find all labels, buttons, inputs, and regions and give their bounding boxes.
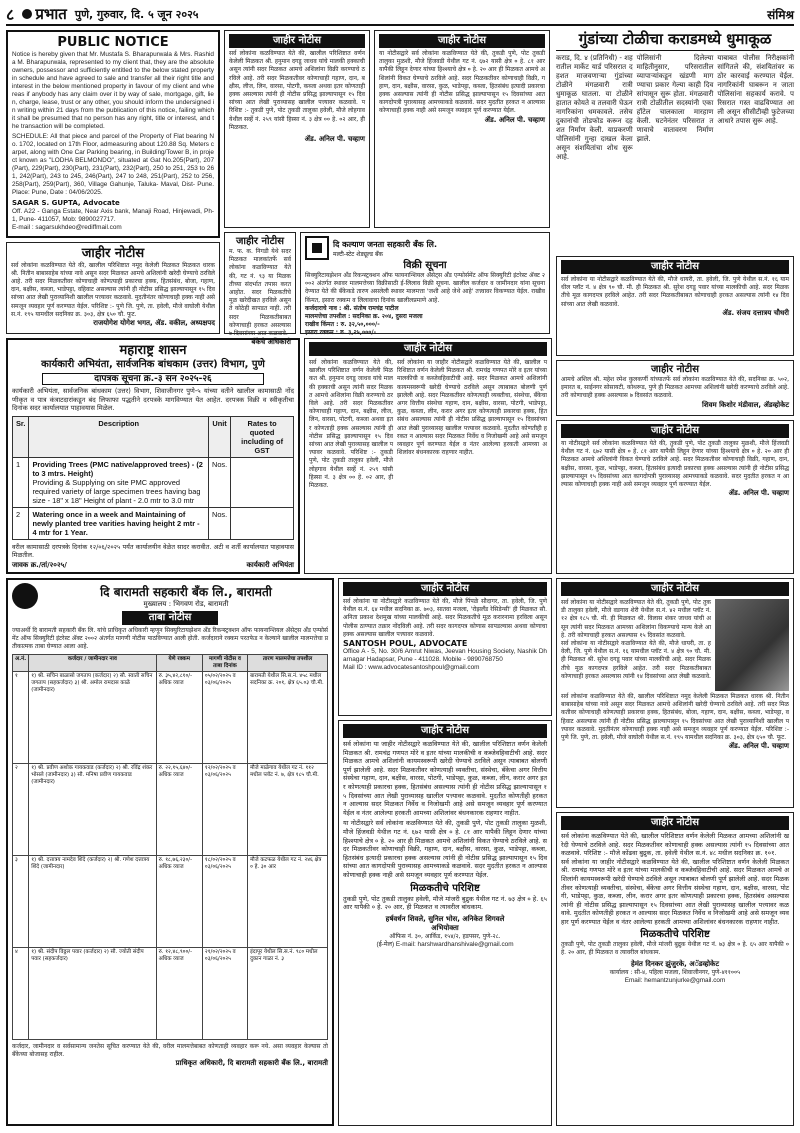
article-col-3: याबाबत पोलीस निरीक्षकांनी सांगितले की, संशयितांवर कठोर कारवाई करण्यात येईल. नागरिकांनी घाबरून न जाता पोलिसांना सहकार्य करावे. परिसरात गस्त वाढविण्यात आली असून सीसीटीव्ही फुटेजच्या आधारे तपास सुरू आहे. xyxy=(717,54,795,125)
cell: १ xyxy=(13,671,29,763)
cell: रु. २२,१५,६४०/- अधिक व्याज xyxy=(156,763,202,855)
notice-body: आमचे अशिल श्री. महेश रमेश कुलकर्णी यांच्यातर्फे सर्व लोकांना कळविण्यात येते की, सदनिका क्र. ५०२, इमारत ब, साईनगर सोसायटी, कोथरूड, पुणे ही मिळकत आमच्या अशिलांनी खरेदी करण्याचे ठरविले आहे. तरी कोणाचाही हक्क असल्यास ७ दिवसांत कळवावे. xyxy=(561,376,789,400)
notice-body: सर्व लोकांना या नोटीसद्वारे कळविण्यात येते की, तुकडी पुणे, पोट तुकडी तालुका हवेली, मौजे वडगाव शेरी येथील स.नं. ४२ मधील प्लॉट नं. १२ क्षेत्र १८५ चौ. मी. ही मिळकत श्री. विलास शंकर जाधव यांची असून त्यांनी सदर मिळकत आमच्या अशिलांना विकण्याचे मान्य केले आहे. तरी कोणाचाही हरकत असल्यास १५ दिवसांत कळवावे. xyxy=(561,599,711,639)
cell: बारामती येथील सि.स.नं. ४५८ मधील सदनिका क्र. २०१, क्षेत्र ६५.०३ चौ.मी. xyxy=(248,671,328,763)
bank-name: दि बारामती सहकारी बँक लि., बारामती xyxy=(100,585,272,599)
notice-left-2 xyxy=(6,242,220,334)
government-tender xyxy=(6,338,300,574)
cell: रु. १२,४८,९००/- अधिक व्याज xyxy=(156,947,202,1039)
cell: ३ xyxy=(13,855,29,947)
notice-email: Email: hemantzunjurke@gmail.com xyxy=(624,977,726,985)
cell-rate xyxy=(231,507,294,539)
cell: मौजे कटफळ येथील गट नं. २४६ क्षेत्र ० हे. ३० आर xyxy=(248,855,328,947)
bank-logo-icon xyxy=(305,236,329,260)
notice-middle-photo xyxy=(304,338,552,574)
col-header: Unit xyxy=(208,416,230,457)
notice-body: या नोटीसद्वारे सर्व लोकांना कळविण्यात येते की, तुकडी पुणे, पोट तुकडी तालुका मुळशी, मौजे हिंजवडी येथील गट नं. ६७२ यासी क्षेत्र ० हे. ८१ आर यापैकी लिहून देणार यांच्या हिश्श्याचे क्षेत्र ० हे. २० आर ही मिळकत आमचे अशिलांनी विकत घेण्याचे ठरविले आहे. सदर मिळकतीवर कोणाचाही विक्री, गहाण, दान, बक्षीस, वारसा, कुळ, भाडेपट्टा, कब्जा, हितसंबंध इत्यादी प्रकारचा हक्क असल्यास त्यांनी ही नोटीस प्रसिद्ध झाल्यापासून १५ दिवसांच्या आत कागदोपत्री पुराव्यासह आमच्याकडे कळवावे. सदर मुदतीत हरकत न आल्यास कोणाचाही हक्क नाही असे समजून व्यवहार पूर्ण करण्यात येईल. xyxy=(379,50,545,115)
notice-heading: जाहीर नोटीस xyxy=(81,246,145,261)
notice-body-2: सर्व लोकांना या जाहीर नोटीसद्वारे कळविण्यात येते की, खालील परिशिष्टात वर्णन केलेली मिळकत श्री. रामचंद्र गणपत मोरे व इतर यांच्या मालकीची व कब्जेवहिवाटीची आहे. सदर मिळकत आमचे अशिलांनी कायमस्वरूपी खरेदी घेण्याचे ठरविले असून त्याबाबत बोलणी पूर्ण झालेली आहे. सदर मिळकतीवर कोणत्याही व्यक्तीचा, संस्थेचा, बँकेचा अगर वित्तीय संस्थेचा गहाण, दान, बक्षीस, वारसा, पोटगी, भाडेपट्टा, कुळ, कब्जा, लीन, करार अगर इतर कोणत्याही प्रकारचा हक्क, हितसंबंध असल्यास त्यांनी ही नोटीस प्रसिद्ध झाल्यापासून १५ दिवसांच्या आत लेखी पुराव्यासह खालील पत्त्यावर कळवावे. मुदतीत कोणतीही हरकत न आल्यास सदर मिळकत निर्वेध व निजोखमी आहे असे समजून व्यवहार पूर्ण करण्यात येईल व नंतर आलेल्या हरकती आमच्या अशिलांवर बंधनकारक राहणार नाहीत. xyxy=(561,857,789,926)
dateline: पुणे, गुरुवार, दि. ५ जून २०२५ xyxy=(74,7,199,21)
public-notice-body-2: SCHEDULE: All that piece and parcel of the Property of Flat bearing No. 1702, located on 17th Floor, admeasuring about 120.88 Sq. Meters carpet, along with One Car Parking bearing, in Building/Tower B, in project known as "LODHA BELMONDO", situated at Gat No.205(Part), 207(Part), 229(Part), 230(Part), 231(Part), 232(Part), 250 to 251, 253 to 261, 242(Part), 243 to 245, 246(Part), 247 to 248, 251(Part), 252 to 256, 258(Part), 259(Part), 360, Village Gahunje, Taluka- Maval, Dist- Pune. Place: Pune, Date : 04/06/2025. xyxy=(12,132,214,196)
public-notice-body-1: Notice is hereby given that Mr. Mustafa S. Bharapurwala & Mrs. Rashida M. Bharapurwala, represented to my client that, they are the absolute owners, possessor and sufficiently entitled to the below stated property in schedule and have agreed to sale and transfer all their right title and interest in the below mentioned property in favour of my client and whereas if anybody has any claim over it by way of sale, mortgage, gift, lien, charge, lease, trust or any other, you should inform the undersigned in writing within 21 days from the publication of this notice, failing which it shall be presumed that no person has any right, title or interest, and the transaction will be completed. xyxy=(12,50,214,130)
cell-unit: Nos. xyxy=(208,457,230,507)
person-photo xyxy=(715,599,789,691)
page-number: ८ xyxy=(6,5,15,24)
cell-sr: 2 xyxy=(13,507,29,539)
notice-body: सर्व लोकांना कळविण्यात येते की, खालील परिशिष्टात वर्णन केलेली मिळकत श्री. हनुमान दगडू जाधव यांचे मालकी हक्काची असून त्यांनी सदर मिळकत आमचे अशिलांना विक्री करण्याचे ठरविले आहे. तरी सदर मिळकतीवर कोणाचाही गहाण, दान, बक्षीस, लीज, लिन, वारसा, पोटगी, कब्जा अथवा इतर कोणताही हक्क असल्यास त्यांनी ही नोटीस प्रसिद्ध झाल्यापासून १५ दिवसांच्या आत लेखी पुराव्यासह खालील पत्त्यावर कळवावे. परिशिष्ट :- तुकडी पुणे, पोट तुकडी तालुका हवेली, मौजे लोहगाव येथील सर्व्हे नं. २५९ यांसी हिस्सा नं. ३ क्षेत्र ०० हे. ०२ आर, ही मिळकत. xyxy=(229,50,365,131)
public-notice-heading: PUBLIC NOTICE xyxy=(57,35,169,50)
notice-signer: राजयोगेश योगेश भगत, ॲड. वकील, अध्यक्षपद xyxy=(93,319,215,328)
tender-heading: महाराष्ट्र शासन xyxy=(119,343,187,358)
notice-signer: हेमंत दिनकर झुंजुरके, अॅडव्होकेट xyxy=(631,959,719,968)
col-header: अ.नं. xyxy=(13,654,29,671)
masthead xyxy=(6,4,794,26)
table-row xyxy=(13,457,294,507)
brand-logo-icon xyxy=(22,9,32,19)
sale-notice-heading: विक्री सूचना xyxy=(403,260,447,271)
notice-heading: जाहीर नोटीस xyxy=(343,582,547,596)
cell: रु. ३५,४२,८१०/- अधिक व्याज xyxy=(156,671,202,763)
article-col-2: पोलिसांनी दिलेल्या माहितीनुसार, परिसरातील व्यापाऱ्यांकडून खंडणी मागण्याचा प्रकार गेल्या काही दिवसांपासून सुरू होता. मंगळवारी रात्री टोळीतील सदस्यांनी एका हॉटेल चालकाला मारहाण केली. घटनेनंतर परिसरात तणावाचे वातावरण निर्माण झाले. xyxy=(636,54,714,143)
table-row xyxy=(13,671,328,763)
table-row xyxy=(13,763,328,855)
notice-center-top-2 xyxy=(374,30,550,228)
notice-body: सर्व लोकांना या नोटीसद्वारे कळविण्यात येते की, मौजे धायरी, ता. हवेली, जि. पुणे येथील स.नं. १६ यामधील प्लॉट नं. ४ क्षेत्र ९० चौ. मी. ही मिळकत श्री. सुरेश दगडू पवार यांच्या मालकीची आहे. सदर मिळकतीचे मूळ कागदपत्र हरविले आहेत. तरी सदर मिळकतीबाबत कोणाचाही हरकत असल्यास त्यांनी १४ दिवसांच्या आत लेखी कळवावे. xyxy=(561,276,789,308)
cell-rate xyxy=(231,457,294,507)
notice-body: सर्व लोकांना कळविण्यात येते की, खालील परिशिष्टात नमूद केलेली मिळकत मिळकत धारक श्री. नितीन बाबासाहेब यांच्या नावे असून सदर मिळकत आमचे अशिलांनी खरेदी घेण्याचे ठरविले आहे. तरी सदर मिळकतीवर कोणाचाही कोणत्याही प्रकारचा हक्क, हितसंबंध, बोजा, गहाण, दान, बक्षीस, कब्जा, भाडेपट्टा, वहिवाट असल्यास त्यांनी ही नोटीस प्रसिद्ध झाल्यापासून १५ दिवसांच्या आत लेखी पुराव्यानिशी खालील पत्त्यावर कळवावे. मुदतीनंतर कोणाचाही हक्क नाही असे समजून व्यवहार पूर्ण करण्यात येईल. परिशिष्ट :- पुणे जि. पुणे, ता. हवेली, मौजे वाघोली येथील स.नं. १९५ यामधील सदनिका क्र. ३०३, क्षेत्र ६५० चौ. फूट. xyxy=(11,261,215,318)
bank-name: दि कल्याण जनता सहकारी बँक लि. xyxy=(333,239,438,249)
notice-body: म. फ. क. निगडी येथे सदर मिळकत मालकांतर्फे सर्व लोकांना कळविण्यात येते की, गट नं. ९३ या मिळकतीच्या संदर्भात तपास करत आहोत. सदर मिळकतीचे मूळ खरेदीखत हरविले असून ते कोठेही सापडत नाही. तरी सदर मिळकतीबाबत कोणाचाही हरकत असल्यास ७ दिवसांच्या आत कळवावे. xyxy=(229,248,291,338)
item-detail: Providing & Supplying on site PMC approved required variety of large specimen trees having bag size - 18" x 18" Height of plant - 2.0 mtr to 3.0 mtr xyxy=(32,477,201,505)
cell: १) श्री. सचिन बाळासो जगताप (कर्जदार) २) सौ. स्वाती सचिन जगताप (सहकर्जदार) ३) श्री. अमोल रामदास काळे (जामीनदार) xyxy=(29,671,156,763)
schedule-body: तुकडी पुणे, पोट तुकडी तालुका हवेली, मौजे मांजरी बुद्रुक येथील गट नं. ७३ क्षेत्र ० हे. ६५ आर यापैकी ० हे. २० आर, ही मिळकत व त्यावरील बांधकाम. xyxy=(561,940,789,956)
item-title: Providing Trees (PMC native/approved trees) - (2 to 3 mtrs. Height) xyxy=(32,459,203,478)
col-header: तारण मालमत्तेचा तपशील xyxy=(248,654,328,671)
notice-body: सर्व लोकांना कळविण्यात येते की, खालील परिशिष्टात वर्णन केलेली मिळकत आमच्या अशिलांनी खरेदी घेण्याचे ठरविले आहे. सदर मिळकतीवर कोणाचाही हक्क असल्यास त्यांनी १५ दिवसांच्या आत कळवावे. परिशिष्ट :- मौजे कोंढवा बुद्रुक, ता. हवेली येथील स.नं. ४८ मधील सदनिका क्र. १०१. xyxy=(561,832,789,858)
col-header: येणे रक्कम xyxy=(156,654,202,671)
bank-logo-icon xyxy=(12,583,38,609)
notice-right-big xyxy=(556,420,794,574)
notice-body: या नोटीसद्वारे सर्व लोकांना कळविण्यात येते की, तुकडी पुणे, पोट तुकडी तालुका मुळशी, मौजे हिंजवडी येथील गट नं. ६७२ यासी क्षेत्र ० हे. ८१ आर यापैकी लिहून देणार यांच्या हिश्श्याचे क्षेत्र ० हे. २० आर ही मिळकत आमचे अशिलांनी विकत घेण्याचे ठरविले आहे. सदर मिळकतीवर कोणाचाही विक्री, गहाण, दान, बक्षीस, वारसा, कुळ, भाडेपट्टा, कब्जा, हितसंबंध इत्यादी प्रकारचा हक्क असल्यास त्यांनी ही नोटीस प्रसिद्ध झाल्यापासून १५ दिवसांच्या आत कागदोपत्री पुराव्यासह आमच्याकडे कळवावे. सदर मुदतीत हरकत न आल्यास कोणाचाही हक्क नाही असे समजून व्यवहार पूर्ण करण्यात येईल. xyxy=(561,440,789,489)
notice-signer: ॲड. अनिल पी. चव्हाण xyxy=(728,489,789,498)
col-header: कर्जदार / जामीनदार नाव xyxy=(29,654,156,671)
notice-signer-role: अभियोक्ता xyxy=(431,923,459,932)
tender-intro: कार्यकारी अभियंता, सार्वजनिक बांधकाम (उत्तर) विभाग, शिवाजीनगर पुणे-५ यांच्या वतीने खालील कामासाठी नोंदणीकृत व पात्र कंत्राटदारांकडून बंद लिफाफा पद्धतीने दरपत्रके मागविण्यात येत आहेत. दरपत्रक विक्री व स्वीकृतीचा दिनांक सदर कार्यालयात पाहावयास मिळेल. xyxy=(12,387,294,413)
table-row xyxy=(13,855,328,947)
notice-center-1 xyxy=(224,30,370,228)
col-header: Description xyxy=(29,416,209,457)
notice-heading: जाहीर नोटीस xyxy=(379,34,545,48)
cell: २१/०२/२०२५ व ०३/०६/२०२५ xyxy=(202,947,247,1039)
schedule-title: मिळकतीचे परिशिष्ट xyxy=(410,882,480,894)
notice-signer: बँकेचे अधिकारी xyxy=(251,338,291,347)
tender-footer: वरील कामासाठी दरपत्रके दिनांक १२/०६/२०२५ पर्यंत कार्यालयीन वेळेत सादर करावीत. अटी व शर्ती कार्यालयात पाहावयास मिळतील. xyxy=(12,542,294,559)
cell: ४ xyxy=(13,947,29,1039)
notice-body-extra: सर्व लोकांना कळविण्यात येते की, खालील परिशिष्टात नमूद केलेली मिळकत मिळकत धारक श्री. नितीन बाबासाहेब यांच्या नावे असून सदर मिळकत आमचे अशिलांनी खरेदी घेण्याचे ठरविले आहे. तरी सदर मिळकतीवर कोणाचाही कोणत्याही प्रकारचा हक्क, हितसंबंध, बोजा, गहाण, दान, बक्षीस, कब्जा, भाडेपट्टा, वहिवाट असल्यास त्यांनी ही नोटीस प्रसिद्ध झाल्यापासून १५ दिवसांच्या आत लेखी पुराव्यानिशी खालील पत्त्यावर कळवावे. मुदतीनंतर कोणाचाही हक्क नाही असे समजून व्यवहार पूर्ण करण्यात येईल. परिशिष्ट :- पुणे जि. पुणे, ता. हवेली, मौजे वाघोली येथील स.नं. १९५ यामधील सदनिका क्र. ३०३, क्षेत्र ६५० चौ. फूट. xyxy=(561,693,789,742)
newspaper-brand xyxy=(22,4,67,24)
sale-row: राखीव किंमत : रु. ३२,५०,०००/- xyxy=(305,321,380,329)
schedule-body: तुकडी पुणे, पोट तुकडी तालुका हवेली, मौजे मांजरी बुद्रुक येथील गट नं. ७३ क्षेत्र ० हे. ६५ आर यापैकी ० हे. २० आर, ही मिळकत व त्यावरील बांधकाम. xyxy=(343,894,547,912)
col-header: मागणी नोटीस व ताबा दिनांक xyxy=(202,654,247,671)
notice-heading: जाहीर नोटीस xyxy=(235,236,284,247)
cell-sr: 1 xyxy=(13,457,29,507)
col-header: Rates to quoted including of GST xyxy=(231,416,294,457)
notice-body: सर्व लोकांना या जाहीर नोटीसद्वारे कळविण्यात येते की, खालील परिशिष्टात वर्णन केलेली मिळकत श्री. रामचंद्र गणपत मोरे व इतर यांच्या मालकीची व कब्जेवहिवाटीची आहे. सदर मिळकत आमचे अशिलांनी कायमस्वरूपी खरेदी घेण्याचे ठरविले असून त्याबाबत बोलणी पूर्ण झालेली आहे. सदर मिळकतीवर कोणत्याही व्यक्तीचा, संस्थेचा, बँकेचा अगर वित्तीय संस्थेचा गहाण, दान, बक्षीस, वारसा, पोटगी, भाडेपट्टा, कुळ, कब्जा, लीन, करार अगर इतर कोणत्याही प्रकारचा हक्क, हितसंबंध असल्यास त्यांनी ही नोटीस प्रसिद्ध झाल्यापासून १५ दिवसांच्या आत लेखी पुराव्यासह खालील पत्त्यावर कळवावे. मुदतीत कोणतीही हरकत न आल्यास सदर मिळकत निर्वेध व निजोखमी आहे असे समजून व्यवहार पूर्ण करण्यात येईल व नंतर आलेल्या हरकती आमच्या अशिलांवर बंधनकारक राहणार नाहीत. xyxy=(343,740,547,817)
notice-signer: ॲड. अनिल पी. चव्हाण xyxy=(484,115,545,124)
tender-table xyxy=(12,416,294,540)
notice-address: कार्यालय : सी-४, पहिला मजला, शिवाजीनगर, पुणे-४११००५ xyxy=(609,968,741,976)
bank-hq: मुख्यालय : भिगवण रोड, बारामती xyxy=(143,600,229,608)
cell: १२/०२/२०२५ व ०३/०६/२०२५ xyxy=(202,763,247,855)
notice-body: सर्व लोकांना कळविण्यात येते की, खालील परिशिष्टात वर्णन केलेली मिळकत श्री. हनुमान दगडू जाधव यांचे मालकी हक्काची असून त्यांनी सदर मिळकत आमचे अशिलांना विक्री करण्याचे ठरविले आहे. तरी सदर मिळकतीवर कोणाचाही गहाण, दान, बक्षीस, लीज, लिन, वारसा, पोटगी, कब्जा अथवा इतर कोणताही हक्क असल्यास त्यांनी ही नोटीस प्रसिद्ध झाल्यापासून १५ दिवसांच्या आत लेखी पुराव्यासह खालील पत्त्यावर कळवावे. परिशिष्ट :- तुकडी पुणे, पोट तुकडी तालुका हवेली, मौजे लोहगाव येथील सर्व्हे नं. २५९ यांसी हिस्सा नं. ३ क्षेत्र ०० हे. ०२ आर, ही मिळकत. xyxy=(309,359,393,490)
advocate-email: Mail ID : www.advocatesantoshpoul@gmail.com xyxy=(343,664,480,672)
schedule-title: मिळकतीचे परिशिष्ट xyxy=(640,928,710,940)
notice-body-repeat: या नोटीसद्वारे सर्व लोकांना कळविण्यात येते की, तुकडी पुणे, पोट तुकडी तालुका मुळशी, मौजे हिंजवडी येथील गट नं. ६७२ यासी क्षेत्र ० हे. ८१ आर यापैकी लिहून देणार यांच्या हिश्श्याचे क्षेत्र ० हे. २० आर ही मिळकत आमचे अशिलांनी विकत घेण्याचे ठरविले आहे. सदर मिळकतीवर कोणाचाही विक्री, गहाण, दान, बक्षीस, वारसा, कुळ, भाडेपट्टा, कब्जा, हितसंबंध इत्यादी प्रकारचा हक्क असल्यास त्यांनी ही नोटीस प्रसिद्ध झाल्यापासून १५ दिवसांच्या आत कागदोपत्री पुराव्यासह आमच्याकडे कळवावे. सदर मुदतीत हरकत न आल्यास कोणाचाही हक्क नाही असे समजून व्यवहार पूर्ण करण्यात येईल. xyxy=(343,819,547,879)
cell: १) श्री. दत्तात्रय नामदेव शिंदे (कर्जदार) २) श्री. गणेश दत्तात्रय शिंदे (जामीनदार) xyxy=(29,855,156,947)
notice-heading: जाहीर नोटीस xyxy=(561,816,789,830)
notice-body: सर्व लोकांना या जाहीर नोटीसद्वारे कळविण्यात येते की, खालील परिशिष्टात वर्णन केलेली मिळकत श्री. रामचंद्र गणपत मोरे व इतर यांच्या मालकीची व कब्जेवहिवाटीची आहे. सदर मिळकत आमचे अशिलांनी कायमस्वरूपी खरेदी घेण्याचे ठरविले असून त्याबाबत बोलणी पूर्ण झालेली आहे. सदर मिळकतीवर कोणत्याही व्यक्तीचा, संस्थेचा, बँकेचा अगर वित्तीय संस्थेचा गहाण, दान, बक्षीस, वारसा, पोटगी, भाडेपट्टा, कुळ, कब्जा, लीन, करार अगर इतर कोणत्याही प्रकारचा हक्क, हितसंबंध असल्यास त्यांनी ही नोटीस प्रसिद्ध झाल्यापासून १५ दिवसांच्या आत लेखी पुराव्यासह खालील पत्त्यावर कळवावे. मुदतीत कोणतीही हरकत न आल्यास सदर मिळकत निर्वेध व निजोखमी आहे असे समजून व्यवहार पूर्ण करण्यात येईल व नंतर आलेल्या हरकती आमच्या अशिलांवर बंधनकारक राहणार नाहीत. xyxy=(397,359,547,457)
sale-row: मालमत्तेचा तपशील : सदनिका क्र. २०४, दुसरा मजला xyxy=(305,313,423,321)
notice-body: सर्व लोकांना या नोटीसद्वारे कळविण्यात येते की, मौजे धायरी, ता. हवेली, जि. पुणे येथील स.नं. १६ यामधील प्लॉट नं. ४ क्षेत्र ९० चौ. मी. ही मिळकत श्री. सुरेश दगडू पवार यांच्या मालकीची आहे. सदर मिळकतीचे मूळ कागदपत्र हरविले आहेत. तरी सदर मिळकतीबाबत कोणाचाही हरकत असल्यास त्यांनी १४ दिवसांच्या आत लेखी कळवावे. xyxy=(561,640,711,680)
cell: रु. १८,७६,२३०/- अधिक व्याज xyxy=(156,855,202,947)
notice-heading: जाहीर नोटीस xyxy=(309,342,547,356)
cell: १) श्री. संदीप विठ्ठल पवार (कर्जदार) २) सौ. ज्योती संदीप पवार (सहकर्जदार) xyxy=(29,947,156,1039)
notice-heading: जाहीर नोटीस xyxy=(561,582,789,596)
notice-heading: जाहीर नोटीस xyxy=(561,260,789,274)
notice-heading: जाहीर नोटीस xyxy=(650,364,699,375)
article-col-1: कराड, दि. ४ (प्रतिनिधी) - शहरातील मार्केट यार्ड परिसरात दहशत माजवणाऱ्या गुंडांच्या टोळीने मंगळवारी रात्री धुमाकूळ घातला. या टोळीने हातात कोयते व तलवारी घेऊन नागरिकांना धमकावले. तसेच दुकानांची तोडफोड करून दहशत निर्माण केली. याप्रकरणी पोलिसांनी गुन्हा दाखल केला असून संशयितांचा शोध सुरू आहे. xyxy=(556,54,633,161)
tender-reference: दापत्रक सूचना क्र.-३ सन २०२५-२६ xyxy=(42,373,264,386)
public-notice xyxy=(6,30,220,238)
public-notice-address: Off. A22 - Ganga Estate, Near Axis bank, Manaji Road, Hinjewadi, Ph-1, Pune- 411057, Mob: 9890027717. xyxy=(12,207,214,223)
cell: १) श्री. प्रवीण अशोक गायकवाड (कर्जदार) २) श्री. रविंद्र शंकर भोसले (जामीनदार) ३) सौ. मनिषा प्रवीण गायकवाड (जामीनदार) xyxy=(29,763,156,855)
sale-notice-body: सिक्युरिटायझेशन अँड रिकन्स्ट्रक्शन ऑफ फायनान्शियल ॲसेट्स अँड एन्फोर्समेंट ऑफ सिक्युरिटी इंटरेस्ट ॲक्ट २००२ अंतर्गत स्थावर मालमत्तेच्या विक्रीसाठी ई-लिलाव विक्री सूचना. खालील कर्जदार व जामीनदार यांना सूचना देण्यात येते की बँकेकडे तारण असलेली स्थावर मालमत्ता 'जशी आहे जेथे आहे' तत्त्वावर विकण्यात येईल. राखीव किंमत, इसारा रक्कम व लिलावाचा दिनांक खालीलप्रमाणे आहे. xyxy=(305,272,545,304)
notice-signer: ॲड. संजय दत्तात्रय चौधरी xyxy=(722,308,789,317)
cell: २ xyxy=(13,763,29,855)
notice-center-2 xyxy=(224,232,296,347)
bank-possession-notice xyxy=(6,578,334,1126)
col-header: Sr. xyxy=(13,416,29,457)
news-article xyxy=(556,30,794,252)
table-row xyxy=(13,507,294,539)
notice-right-last xyxy=(556,812,794,1126)
sale-row: कर्जदाराचे नाव : श्री. संतोष रामचंद्र पाटील xyxy=(305,304,399,312)
possession-table xyxy=(12,654,328,1040)
sale-row: इसारा रक्कम : रु. ३,२५,०००/- xyxy=(305,329,377,337)
notice-signer: शिवम किशोर मंडीवाल, ॲडव्होकेट xyxy=(702,400,789,409)
notice-heading: जाहीर नोटीस xyxy=(229,34,365,48)
notice-right-mid xyxy=(556,256,794,356)
notice-middle-big xyxy=(338,720,552,1126)
notice-email: (ई-मेल) E-mail: harshwardhanshivale@gmail.com xyxy=(376,940,514,948)
notice-heading: जाहीर नोटीस xyxy=(561,424,789,438)
cell: इंदापूर येथील सि.स.नं. ९८० मधील दुकान गाळा नं. ३ xyxy=(248,947,328,1039)
notice-right-bottom xyxy=(556,578,794,808)
notice-body: सर्व लोकांना या नोटीसद्वारे कळविण्यात येते की, मौजे पिंपळे सौदागर, ता. हवेली, जि. पुणे येथील स.नं. ६४ मधील सदनिका क्र. ७०३, सातवा मजला, 'रोझलँड रेसिडेन्सी' ही मिळकत सौ. अनिता प्रकाश देशमुख यांच्या मालकीची आहे. सदर मिळकतीचे मूळ करारनामा हरविला असून पोलीस ठाण्यात तक्रार नोंदविली आहे. तरी सदर कागदपत्र कोणास सापडल्यास अथवा कोणाचा हक्क असल्यास खालील पत्त्यावर कळवावे. xyxy=(343,598,547,638)
table-row xyxy=(13,947,328,1039)
notice-middle-3 xyxy=(338,578,552,716)
advocate-address: Office A - 5, No. 30/6 Amrut Niwas, Jeevan Housing Society, Nashik Dharnagar Hadapsar, Pune - 411028. Mobile - 9890768750 xyxy=(343,648,547,664)
section-title: संमिश्र xyxy=(767,7,794,22)
tender-ref-number: जावक क्र./तां/२०२५/ xyxy=(12,561,67,570)
cell: ०५/०२/२०२५ व ०३/०६/२०२५ xyxy=(202,671,247,763)
bank-subtitle: मल्टी-स्टेट शेड्यूल्ड बँक xyxy=(333,250,383,258)
tender-signer: कार्यकारी अभियंता xyxy=(246,561,294,570)
possession-intro: ज्याअर्थी दि बारामती सहकारी बँक लि. यांचे प्राधिकृत अधिकारी म्हणून सिक्युरिटायझेशन अँड रिकन्स्ट्रक्शन ऑफ फायनान्शियल ॲसेट्स अँड एन्फोर्समेंट ऑफ सिक्युरिटी इंटरेस्ट ॲक्ट २००२ अंतर्गत मागणी नोटीस पाठविण्यात आली होती. कर्जदाराने रक्कम परतफेड न केल्याने खालील मालमत्तेचा प्रतीकात्मक ताबा घेण्यात आला आहे. xyxy=(12,627,328,651)
notice-right-small xyxy=(556,360,794,416)
public-notice-signer: SAGAR S. GUPTA, Advocate xyxy=(12,198,120,207)
public-notice-email: E-mail : sagarsukhdeo@rediffmail.com xyxy=(12,223,122,231)
cell-description xyxy=(29,457,209,507)
notice-heading: जाहीर नोटीस xyxy=(343,724,547,738)
notice-signer: ॲड. अनिल पी. चव्हाण xyxy=(304,135,365,144)
possession-signer: प्राधिकृत अधिकारी, दि बारामती सहकारी बँक लि., बारामती xyxy=(175,1059,328,1068)
article-headline: गुंडांच्या टोळीचा कराडमध्ये धुमाकूळ xyxy=(556,30,794,51)
bank-sale-notice xyxy=(300,232,550,337)
tender-department: कार्यकारी अभियंता, सार्वजनिक बांधकाम (उत्तर) विभाग, पुणे xyxy=(41,358,265,370)
cell-description: Watering once in a week and Maintaining of newly planted tree varities having height 2 mtr - 4 mtr for 1 Year. xyxy=(29,507,209,539)
notice-signer: हर्षवर्धन शिवले, सुनिल भोस, अनिकेत शिगवले xyxy=(385,914,505,923)
possession-footer: कर्जदार, जामीनदार व सर्वसामान्य जनतेस सूचित करण्यात येते की, वरील मालमत्तेबाबत कोणताही व्यवहार करू नये. असा व्यवहार केल्यास तो बँकेच्या बोजासह राहील. xyxy=(12,1042,328,1058)
advocate-name: SANTOSH POUL, ADVOCATE xyxy=(343,639,468,649)
cell-unit: Nos. xyxy=(208,507,230,539)
cell: १८/०२/२०२५ व ०३/०६/२०२५ xyxy=(202,855,247,947)
possession-heading: ताबा नोटीस xyxy=(122,611,218,625)
notice-signer: ॲड. अनिल पी. चव्हाण xyxy=(728,742,789,751)
cell: मौजे माळेगाव येथील गट नं. ११२ मधील प्लॉट नं. ७, क्षेत्र १८५ चौ.मी. xyxy=(248,763,328,855)
notice-address: ऑफिस नं. ३०, आर्किड, १५४/२, हडपसर, पुणे-२८. xyxy=(389,932,501,940)
brand-name: प्रभात xyxy=(35,5,67,23)
